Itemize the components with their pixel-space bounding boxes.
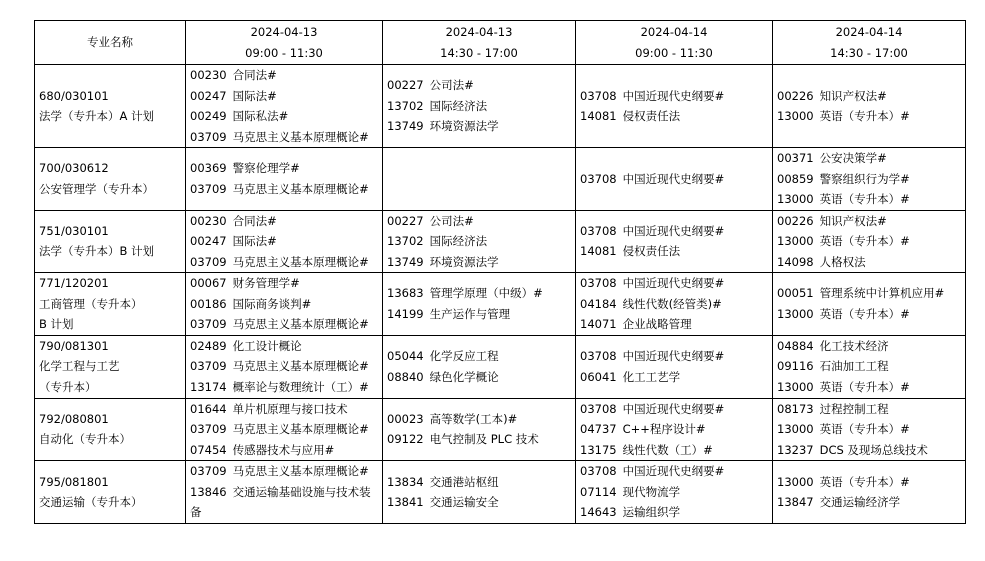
course-code: 06041 xyxy=(580,369,617,384)
course-code: 08840 xyxy=(387,369,424,384)
course-code: 03708 xyxy=(580,464,617,479)
course-name: 高等数学(工本)# xyxy=(429,411,518,426)
course-code: 00247 xyxy=(190,234,227,248)
major-text: 交通运输（专升本） xyxy=(39,495,143,509)
course-name: 警察组织行为学# xyxy=(819,171,910,186)
course-entry xyxy=(777,399,965,420)
course-name: 化学反应工程 xyxy=(429,349,499,363)
session-cell xyxy=(186,148,383,211)
course-code: 00859 xyxy=(777,171,814,186)
course-entry xyxy=(777,211,965,232)
major-cell xyxy=(35,461,186,524)
course-code: 00226 xyxy=(777,88,814,103)
course-entry xyxy=(777,336,965,357)
session-cell xyxy=(383,398,576,461)
course-code: 05044 xyxy=(387,349,424,363)
course-entry xyxy=(387,367,575,388)
course-name: 人格权法 xyxy=(819,254,866,269)
course-code: 03708 xyxy=(580,223,617,238)
course-entry xyxy=(190,294,382,315)
course-code: 00230 xyxy=(190,213,227,228)
session-cell xyxy=(186,461,383,524)
course-name: 合同法# xyxy=(232,68,277,82)
course-name: 传感器技术与应用# xyxy=(232,442,335,457)
major-cell xyxy=(35,398,186,461)
course-name: 合同法# xyxy=(232,213,277,228)
course-entry xyxy=(777,169,965,190)
course-entry xyxy=(580,346,772,367)
course-entry xyxy=(190,273,382,294)
session-header: 2024-04-14 14:30 - 17:00 xyxy=(773,21,966,65)
course-code: 13846 xyxy=(190,484,227,499)
course-entry xyxy=(580,86,772,107)
course-entry xyxy=(190,356,382,377)
course-entry xyxy=(387,304,575,325)
session-header: 2024-04-13 09:00 - 11:30 xyxy=(186,21,383,65)
course-name: 中国近现代史纲要# xyxy=(622,464,725,479)
major-cell xyxy=(35,273,186,336)
course-code: 00186 xyxy=(190,296,227,311)
course-code: 00051 xyxy=(777,286,814,301)
session-cell xyxy=(773,335,966,398)
course-entry xyxy=(190,127,382,148)
course-name: 公司法# xyxy=(429,78,474,93)
course-name: 马克思主义基本原理概论# xyxy=(232,181,369,196)
course-name: 马克思主义基本原理概论# xyxy=(232,422,369,436)
major-text: 公安管理学（专升本） xyxy=(39,181,154,196)
course-name: 单片机原理与接口技术 xyxy=(232,401,348,416)
session-cell xyxy=(383,65,576,148)
course-entry xyxy=(777,86,965,107)
course-name: 管理学原理（中级）# xyxy=(429,286,543,301)
course-name: 公司法# xyxy=(429,213,474,228)
course-code: 13174 xyxy=(190,379,227,394)
course-code: 13000 xyxy=(777,379,814,394)
course-name: 英语（专升本）# xyxy=(819,192,910,206)
course-code: 13749 xyxy=(387,254,424,269)
session-cell xyxy=(383,148,576,211)
course-entry xyxy=(190,440,382,461)
course-entry xyxy=(580,440,772,461)
header-row xyxy=(35,21,966,65)
course-name: 交通运输经济学 xyxy=(819,495,901,509)
course-name: 交通运输安全 xyxy=(429,495,499,509)
course-code: 03709 xyxy=(190,317,227,331)
course-name: 化工技术经济 xyxy=(819,338,889,353)
course-entry xyxy=(387,472,575,493)
course-name: 国际经济法 xyxy=(429,98,488,113)
course-name: 国际法# xyxy=(232,234,277,248)
course-name: 中国近现代史纲要# xyxy=(622,88,725,103)
course-code: 13834 xyxy=(387,474,424,489)
course-entry xyxy=(777,472,965,493)
course-code: 14643 xyxy=(580,505,617,520)
course-code: 04737 xyxy=(580,422,617,436)
course-entry xyxy=(190,179,382,200)
course-name: 现代物流学 xyxy=(622,484,681,499)
course-name: 英语（专升本）# xyxy=(819,379,910,394)
course-name: 公安决策学# xyxy=(819,151,887,165)
course-name: 管理系统中计算机应用# xyxy=(819,286,945,301)
course-entry xyxy=(580,273,772,294)
course-entry xyxy=(777,189,965,210)
course-name: 运输组织学 xyxy=(622,505,681,520)
course-name: DCS 及现场总线技术 xyxy=(819,442,928,457)
course-name: 英语（专升本）# xyxy=(819,109,910,123)
major-text: 792/080801 xyxy=(39,411,109,426)
course-name: 英语（专升本）# xyxy=(819,306,910,321)
course-name: 马克思主义基本原理概论# xyxy=(232,254,369,269)
course-code: 13841 xyxy=(387,495,424,509)
session-cell xyxy=(576,148,773,211)
course-name: C++程序设计# xyxy=(622,422,706,436)
course-entry xyxy=(777,356,965,377)
course-code: 03709 xyxy=(190,359,227,374)
session-header: 2024-04-13 14:30 - 17:00 xyxy=(383,21,576,65)
course-name: 马克思主义基本原理概论# xyxy=(232,359,369,374)
course-name: 英语（专升本）# xyxy=(819,234,910,248)
course-code: 00247 xyxy=(190,88,227,103)
course-entry xyxy=(387,283,575,304)
course-entry xyxy=(580,169,772,190)
course-name: 中国近现代史纲要# xyxy=(622,349,725,363)
course-code: 14071 xyxy=(580,317,617,331)
course-code: 13702 xyxy=(387,98,424,113)
course-code: 00371 xyxy=(777,151,814,165)
course-code: 04184 xyxy=(580,296,617,311)
table-row xyxy=(35,273,966,336)
exam-schedule-table xyxy=(34,20,966,524)
course-name: 中国近现代史纲要# xyxy=(622,223,725,238)
course-code: 03709 xyxy=(190,129,227,144)
course-code: 13000 xyxy=(777,192,814,206)
major-text: 751/030101 xyxy=(39,223,109,238)
course-entry xyxy=(777,148,965,169)
session-cell xyxy=(383,210,576,273)
course-name: 财务管理学# xyxy=(232,276,300,290)
course-code: 14081 xyxy=(580,109,617,123)
session-cell xyxy=(383,273,576,336)
course-name: 线性代数(经管类)# xyxy=(622,296,722,311)
course-entry xyxy=(190,65,382,86)
course-code: 07114 xyxy=(580,484,617,499)
course-name: 环境资源法学 xyxy=(429,119,499,134)
session-cell xyxy=(383,461,576,524)
course-entry xyxy=(777,304,965,325)
course-name: 英语（专升本）# xyxy=(819,422,910,436)
major-cell xyxy=(35,148,186,211)
course-code: 04884 xyxy=(777,338,814,353)
course-name: 电气控制及 PLC 技术 xyxy=(429,432,539,447)
course-entry xyxy=(777,492,965,513)
major-cell xyxy=(35,210,186,273)
major-cell xyxy=(35,65,186,148)
course-name: 中国近现代史纲要# xyxy=(622,401,725,416)
course-name: 化工设计概论 xyxy=(232,338,302,353)
course-name: 中国近现代史纲要# xyxy=(622,276,725,290)
table-row xyxy=(35,398,966,461)
course-entry xyxy=(580,502,772,523)
course-code: 13683 xyxy=(387,286,424,301)
course-code: 03709 xyxy=(190,422,227,436)
course-entry xyxy=(580,399,772,420)
course-code: 02489 xyxy=(190,338,227,353)
course-entry xyxy=(777,377,965,398)
major-text: 法学（专升本）B 计划 xyxy=(39,244,155,259)
major-text: 化学工程与工艺 xyxy=(39,359,120,374)
course-entry xyxy=(190,399,382,420)
course-code: 13000 xyxy=(777,306,814,321)
course-code: 03708 xyxy=(580,401,617,416)
course-name: 马克思主义基本原理概论# xyxy=(232,464,369,479)
course-code: 09116 xyxy=(777,359,814,374)
course-name: 知识产权法# xyxy=(819,88,887,103)
course-entry xyxy=(387,492,575,513)
session-cell xyxy=(576,335,773,398)
course-code: 00249 xyxy=(190,109,227,123)
course-entry xyxy=(190,106,382,127)
course-entry xyxy=(777,231,965,252)
course-entry xyxy=(387,429,575,450)
course-entry xyxy=(580,314,772,335)
major-text: 771/120201 xyxy=(39,276,109,290)
course-name: 绿色化学概论 xyxy=(429,369,499,384)
course-code: 00227 xyxy=(387,78,424,93)
course-name: 石油加工工程 xyxy=(819,359,889,374)
session-cell xyxy=(186,210,383,273)
major-text: （专升本） xyxy=(39,379,97,394)
course-name: 国际法# xyxy=(232,88,277,103)
course-entry xyxy=(387,346,575,367)
course-entry xyxy=(190,482,382,523)
course-name: 警察伦理学# xyxy=(232,161,300,176)
course-code: 13847 xyxy=(777,495,814,509)
session-header: 2024-04-14 09:00 - 11:30 xyxy=(576,21,773,65)
course-entry xyxy=(190,252,382,273)
table-row xyxy=(35,461,966,524)
course-entry xyxy=(387,231,575,252)
course-entry xyxy=(387,252,575,273)
course-name: 交通港站枢纽 xyxy=(429,474,499,489)
session-cell xyxy=(773,398,966,461)
course-entry xyxy=(777,419,965,440)
session-cell xyxy=(186,273,383,336)
major-text: 自动化（专升本） xyxy=(39,432,131,447)
major-text: 795/081801 xyxy=(39,474,109,489)
course-entry xyxy=(387,116,575,137)
course-code: 00067 xyxy=(190,276,227,290)
course-name: 国际私法# xyxy=(232,109,289,123)
course-name: 国际商务谈判# xyxy=(232,296,312,311)
course-code: 01644 xyxy=(190,401,227,416)
course-code: 13000 xyxy=(777,422,814,436)
table-row xyxy=(35,148,966,211)
course-name: 侵权责任法 xyxy=(622,109,681,123)
course-code: 00227 xyxy=(387,213,424,228)
major-text: 法学（专升本）A 计划 xyxy=(39,109,155,123)
course-name: 线性代数（工）# xyxy=(622,442,713,457)
course-entry xyxy=(190,211,382,232)
course-code: 14081 xyxy=(580,244,617,259)
course-name: 中国近现代史纲要# xyxy=(622,171,725,186)
course-name: 环境资源法学 xyxy=(429,254,499,269)
course-code: 03709 xyxy=(190,464,227,479)
session-cell xyxy=(576,210,773,273)
course-entry xyxy=(190,314,382,335)
major-text: 680/030101 xyxy=(39,88,109,103)
course-entry xyxy=(387,75,575,96)
course-entry xyxy=(580,241,772,262)
course-code: 13000 xyxy=(777,109,814,123)
session-cell xyxy=(186,335,383,398)
course-name: 企业战略管理 xyxy=(622,317,692,331)
session-cell xyxy=(773,210,966,273)
course-entry xyxy=(580,367,772,388)
course-code: 00369 xyxy=(190,161,227,176)
course-name: 交通运输基础设施与技术装备 xyxy=(190,484,371,520)
course-entry xyxy=(190,419,382,440)
course-name: 知识产权法# xyxy=(819,213,887,228)
table-row xyxy=(35,335,966,398)
course-entry xyxy=(777,252,965,273)
session-cell xyxy=(383,335,576,398)
major-cell xyxy=(35,335,186,398)
course-entry xyxy=(387,211,575,232)
course-entry xyxy=(580,482,772,503)
course-code: 13000 xyxy=(777,474,814,489)
course-entry xyxy=(777,440,965,461)
course-code: 13702 xyxy=(387,234,424,248)
course-entry xyxy=(580,294,772,315)
course-entry xyxy=(190,377,382,398)
course-name: 概率论与数理统计（工）# xyxy=(232,379,369,394)
major-text: 工商管理（专升本） xyxy=(39,296,143,311)
session-cell xyxy=(773,273,966,336)
session-cell xyxy=(773,65,966,148)
course-code: 13175 xyxy=(580,442,617,457)
course-code: 13000 xyxy=(777,234,814,248)
table-row xyxy=(35,210,966,273)
course-name: 英语（专升本）# xyxy=(819,474,910,489)
course-code: 00230 xyxy=(190,68,227,82)
course-entry xyxy=(387,409,575,430)
course-code: 09122 xyxy=(387,432,424,447)
course-name: 马克思主义基本原理概论# xyxy=(232,317,369,331)
course-name: 马克思主义基本原理概论# xyxy=(232,129,369,144)
course-name: 生产运作与管理 xyxy=(429,306,511,321)
course-entry xyxy=(580,221,772,242)
course-code: 03708 xyxy=(580,349,617,363)
course-entry xyxy=(777,106,965,127)
course-entry xyxy=(777,283,965,304)
major-text: 700/030612 xyxy=(39,161,109,176)
session-cell xyxy=(773,461,966,524)
session-cell xyxy=(576,461,773,524)
course-code: 03709 xyxy=(190,181,227,196)
course-code: 13749 xyxy=(387,119,424,134)
course-code: 07454 xyxy=(190,442,227,457)
course-code: 00226 xyxy=(777,213,814,228)
major-text: 790/081301 xyxy=(39,338,109,353)
course-code: 14199 xyxy=(387,306,424,321)
session-cell xyxy=(576,273,773,336)
major-text: B 计划 xyxy=(39,317,74,331)
course-entry xyxy=(580,106,772,127)
course-name: 侵权责任法 xyxy=(622,244,681,259)
course-entry xyxy=(387,96,575,117)
course-entry xyxy=(190,86,382,107)
course-code: 03708 xyxy=(580,171,617,186)
course-code: 03708 xyxy=(580,88,617,103)
session-cell xyxy=(576,398,773,461)
course-entry xyxy=(580,461,772,482)
course-entry xyxy=(580,419,772,440)
course-entry xyxy=(190,336,382,357)
session-cell xyxy=(576,65,773,148)
session-cell xyxy=(186,398,383,461)
course-name: 过程控制工程 xyxy=(819,401,889,416)
course-code: 08173 xyxy=(777,401,814,416)
course-code: 13237 xyxy=(777,442,814,457)
course-entry xyxy=(190,158,382,179)
course-code: 14098 xyxy=(777,254,814,269)
course-code: 03709 xyxy=(190,254,227,269)
course-entry xyxy=(190,231,382,252)
session-cell xyxy=(186,65,383,148)
course-name: 国际经济法 xyxy=(429,234,488,248)
course-entry xyxy=(190,461,382,482)
major-header: 专业名称 xyxy=(35,21,186,65)
table-row xyxy=(35,65,966,148)
session-cell xyxy=(773,148,966,211)
course-name: 化工工艺学 xyxy=(622,369,681,384)
course-code: 00023 xyxy=(387,411,424,426)
course-code: 03708 xyxy=(580,276,617,290)
